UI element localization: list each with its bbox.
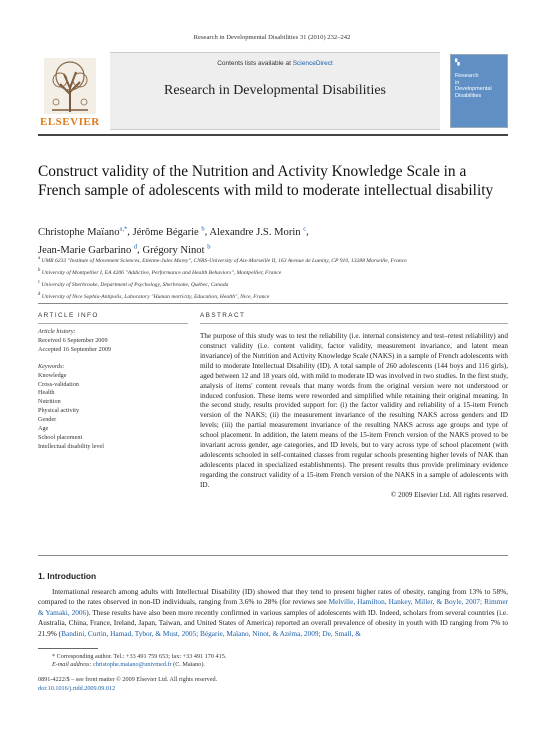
journal-masthead xyxy=(38,52,508,130)
author-line-1: Christophe Maïano$^{a,*}$, Jérôme Bégarie $^b$, Alexandre J.S. Morin $^c$, xyxy=(38,225,309,238)
author-line-2: Jean-Marie Garbarino $^d$, Grégory Ninot $^b$ xyxy=(38,243,211,256)
masthead-center xyxy=(110,52,440,130)
author-affil-marker[interactable]: c xyxy=(303,225,307,232)
contents-prefix: Contents lists available at xyxy=(217,60,293,67)
author: Alexandre J.S. Morin $^c$ xyxy=(209,225,307,238)
citation-link[interactable]: Bandini, Curtin, Hamad, Tybor, & Must, 2005; Bégarie, Maïano, Ninot, & Azéma, 2009; De, Small, & xyxy=(61,628,361,638)
author-list xyxy=(38,222,508,258)
footnotes xyxy=(38,648,508,670)
keyword: Health xyxy=(38,389,55,397)
elsevier-tree-icon xyxy=(44,58,96,114)
affiliation: $^b$ University of Montpellier I, EA 4206 "Addictive, Performance and Health Behaviors", Montpellier, France xyxy=(38,267,282,276)
corresponding-author-note: * Corresponding author. Tel.: +33 491 759 653; fax: +33 491 170 415. xyxy=(52,653,227,660)
keyword: School placement xyxy=(38,433,83,441)
author: Jérôme Bégarie $^b$ xyxy=(132,225,205,238)
history-heading: Article history: xyxy=(38,328,76,335)
article-info-label: ARTICLE INFO xyxy=(38,312,99,319)
abstract-text: The purpose of this study was to test the reliability (i.e. internal consistency and test–retest reliability) and construct validity (i.e. content validity, factor validity, measurement invariance, and latent mean invariance) of the Nutrition and Activity Knowledge Scale (NAKS) in a sample of French adolescents with mild to moderate Intellectual Disability (ID). A total sample of 260 adolescents (144 boys and 116 girls), aged between 12 and 18 years old, with mild to moderate ID was involved in two studies. In the first study, analysis of items' content reveals that many words from the original version were not understood or induced confusion. These items were reworded and simplified while retaining their original meaning. In the second study, results provided support for: (i) the factor validity and reliability of a 15-item French version of the NAKS; (ii) the measurement invariance of the resulting NAKS across genders and ID levels; (iii) the partial measurement invariance of the resulting NAKS across age groups and type of school placement. In addition, the latent means of the 15-item French version of the NAKS proved to be invariant across gender, age categories, and ID levels, but to vary across type of school placement (with adolescents schooled in self-contained classes from regular schools presenting higher levels of NAK than adolescents placed in specialized establishments). The present results thus provide preliminary evidence regarding the construct validity of a 15-item French version of the NAKS in a sample of adolescents with ID. xyxy=(200,332,508,489)
citation-link[interactable]: Melville, Hamilton, Hankey, Miller, & Boyle, 2007; Rimmer & Yamaki, 2006 xyxy=(38,597,508,617)
cover-title-line: Developmental xyxy=(455,86,492,93)
author-affil-marker[interactable]: b xyxy=(201,225,205,232)
keyword: Nutrition xyxy=(38,398,61,406)
author-affil-marker[interactable]: a,* xyxy=(119,225,128,232)
author-affil-marker[interactable]: d xyxy=(133,243,138,251)
keyword: Gender xyxy=(38,416,57,424)
info-rule xyxy=(38,323,188,324)
accepted-date: Accepted 16 September 2009 xyxy=(38,345,112,353)
received-date: Received 6 September 2009 xyxy=(38,336,108,344)
keyword: Intellectual disability level xyxy=(38,442,104,450)
article-info xyxy=(38,328,188,452)
elsevier-wordmark: ELSEVIER xyxy=(40,116,100,128)
contents-availability xyxy=(110,60,440,67)
affiliation: $^a$ UMR 6233 "Institute of Movement Sciences, Etienne-Jules Marey", CNRS-University of Aix-Marseille II, 163 Avenue de Luminy, CP 910, 13288 Marseille, France xyxy=(38,256,407,264)
journal-title: Research in Developmental Disabilities xyxy=(164,83,386,98)
footnote-rule xyxy=(38,648,98,649)
keywords-heading: Keywords: xyxy=(38,362,65,370)
cover-title-line: in xyxy=(455,79,460,86)
journal-citation: Research in Developmental Disabilities 31 (2010) 232–242 xyxy=(193,34,351,41)
masthead-rule xyxy=(38,134,508,136)
abstract xyxy=(200,332,508,501)
abstract-rule xyxy=(200,323,508,324)
cover-badge-icon: ▚ xyxy=(455,60,460,66)
keyword: Age xyxy=(38,425,49,433)
email-note: E-mail address: christophe.maiano@univmed.fr (C. Maïano). xyxy=(52,661,205,669)
elsevier-logo xyxy=(38,54,102,128)
publication-info xyxy=(38,676,508,693)
section-heading-introduction: 1. Introduction xyxy=(38,571,97,581)
affiliations xyxy=(38,254,508,301)
author: Christophe Maïano$^{a,*}$ xyxy=(38,225,128,238)
article-title: Construct validity of the Nutrition and Activity Knowledge Scale in a French sample of adolescents with mild to moderate intellectual disability xyxy=(38,163,494,199)
keyword: Physical activity xyxy=(38,407,80,415)
sciencedirect-link[interactable]: ScienceDirect xyxy=(292,60,333,67)
introduction-paragraph: International research among adults with Intellectual Disability (ID) showed that they tend to present higher rates of obesity, ranging from 13% to 58%, compared to the rates observed in non-ID individuals, ranging from 3.6% to 28% (for reviews see Melville, Hamilton, Hankey, Miller, & Boyle, 2007; Rimmer & Yamaki, 2006). These results have also been more recently confirmed in various samples of adolescents with ID. Indeed, scholars from several countries (i.e. Australia, China, France, Ireland, Japan, Taiwan, and United States of America) reported an overall prevalence of obesity in youth with ID ranging from 7% to 21.9% (Bandini, Curtin, Hamad, Tybor, & Must, 2005; Bégarie, Maïano, Ninot, & Azéma, 2009; De, Small, & xyxy=(38,587,508,638)
cover-title-line: Disabilities xyxy=(455,92,482,99)
abstract-divider xyxy=(38,555,508,556)
copyright-line: © 2009 Elsevier Ltd. All rights reserved. xyxy=(390,490,508,499)
cover-title-line: Research xyxy=(455,73,479,79)
keyword: Cross-validation xyxy=(38,380,79,388)
email-link[interactable]: christophe.maiano@univmed.fr xyxy=(93,661,172,669)
affiliation: $^c$ University of Sherbrooke, Department of Psychology, Sherbrooke, Québec, Canada xyxy=(38,279,229,288)
doi-link[interactable]: doi:10.1016/j.ridd.2009.09.012 xyxy=(38,684,116,692)
keyword: Knowledge xyxy=(38,371,67,379)
header-divider xyxy=(38,303,508,304)
affiliation: $^d$ University of Nice Sophia-Antipolis, Laboratory "Human motricity, Education, Health", Nice, France xyxy=(38,291,270,300)
author-affil-marker[interactable]: b xyxy=(207,243,211,251)
issn-line: 0891-4222/$ – see front matter © 2009 Elsevier Ltd. All rights reserved. xyxy=(38,676,218,683)
author: Jean-Marie Garbarino $^d$ xyxy=(38,243,138,256)
abstract-label: ABSTRACT xyxy=(200,312,246,319)
author: Grégory Ninot $^b$ xyxy=(142,243,211,256)
cover-title xyxy=(455,73,505,99)
journal-cover-thumbnail xyxy=(450,54,508,128)
